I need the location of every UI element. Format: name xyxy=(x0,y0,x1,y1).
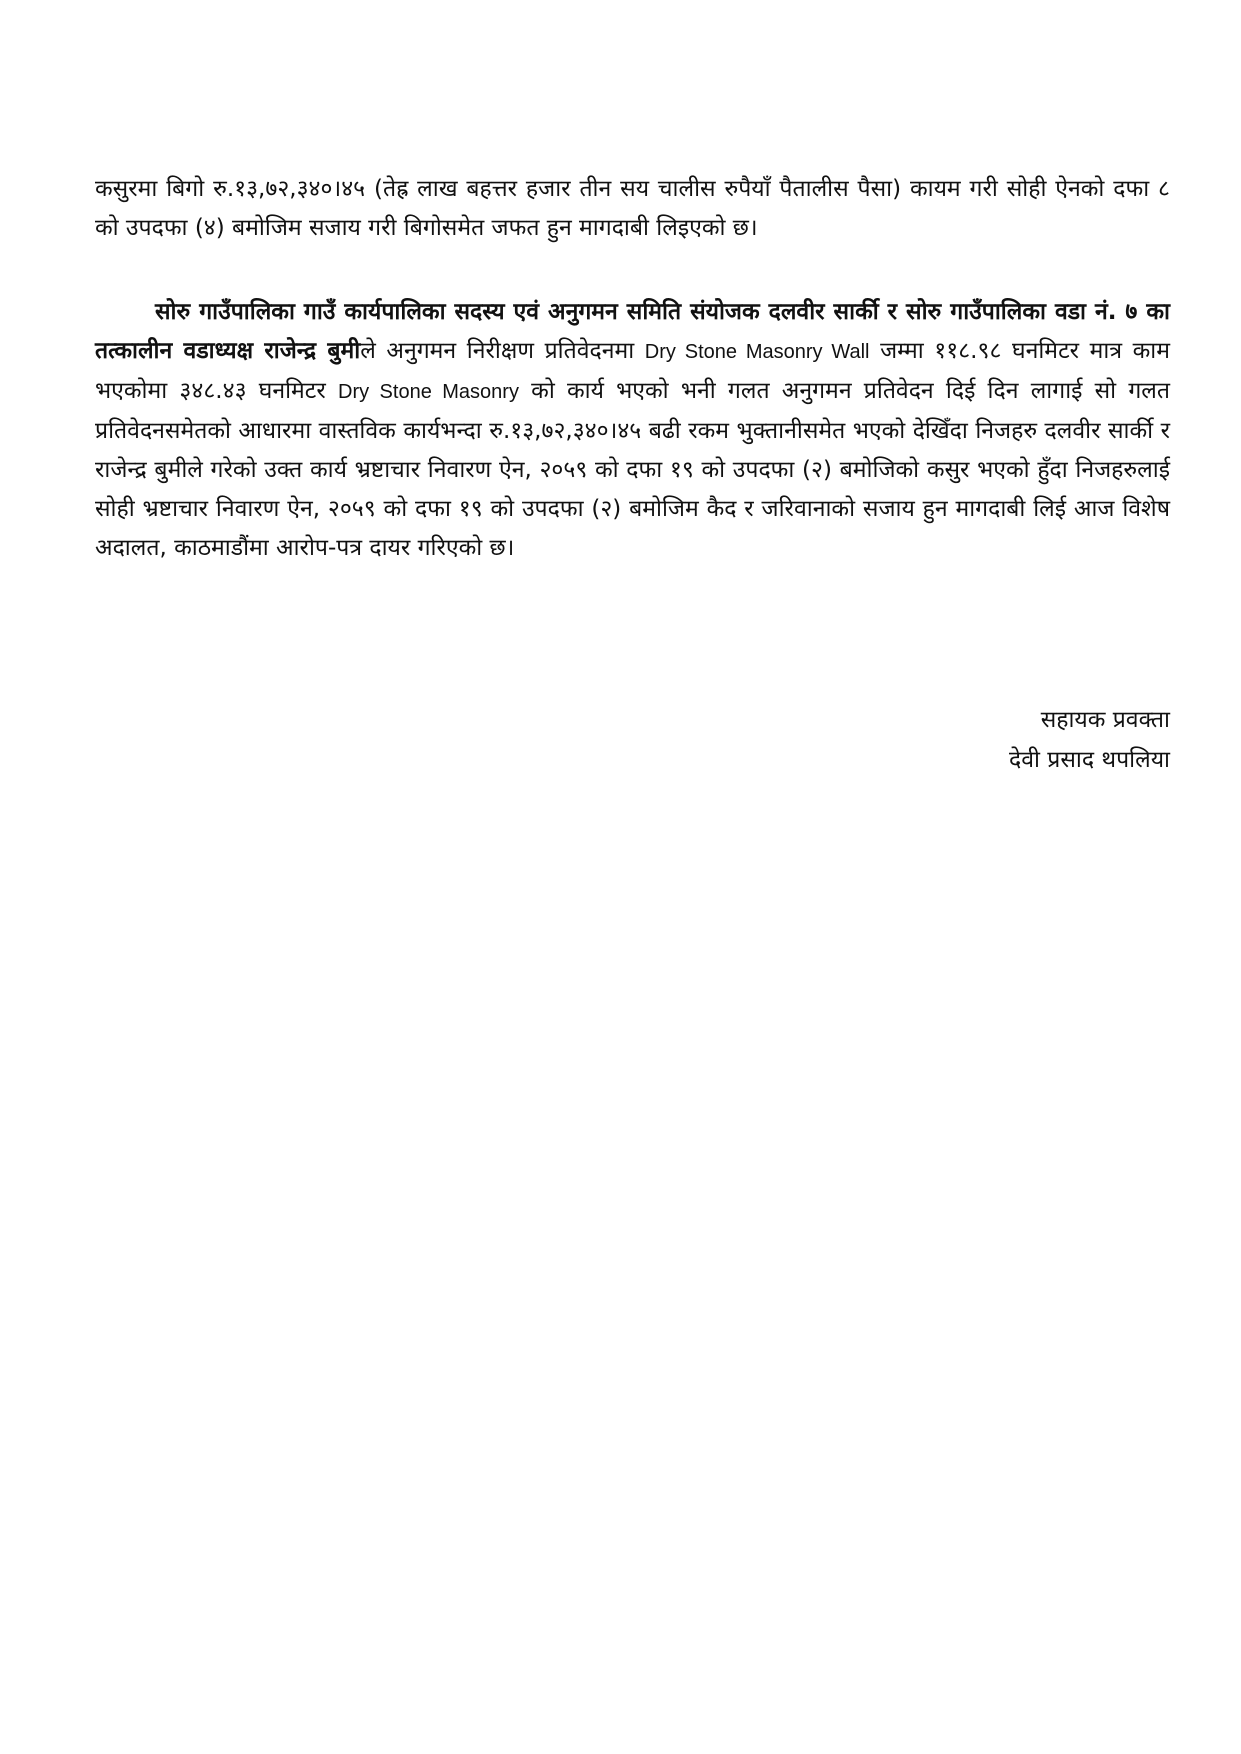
paragraph-2-part-3: को कार्य भएको भनी गलत अनुगमन प्रतिवेदन दिई दिन लागाई सो गलत प्रतिवेदनसमेतको आधारमा वास्तविक कार्यभन्दा रु.१३,७२,३४०।४५ बढी रकम भुक्तानीसमेत भएको देखिँदा निजहरु दलवीर सार्की र राजेन्द्र बुमीले गरेको उक्त कार्य भ्रष्टाचार निवारण ऐन, २०५९ को दफा १९ को उपदफा (२) बमोजिको कसुर भएको हुँदा निजहरुलाई सोही भ्रष्टाचार निवारण ऐन, २०५९ को दफा १९ को उपदफा (२) बमोजिम कैद र जरिवानाको सजाय हुन मागदाबी लिई आज विशेष अदालत, काठमाडौंमा आरोप-पत्र दायर गरिएको छ। xyxy=(95,378,1170,561)
paragraph-2-part-1: ले अनुगमन निरीक्षण प्रतिवेदनमा xyxy=(360,338,645,364)
paragraph-2-term-2: Dry Stone Masonry xyxy=(338,381,519,403)
signature-title: सहायक प्रवक्ता xyxy=(1040,707,1170,733)
signature-name: देवी प्रसाद थपलिया xyxy=(1009,747,1170,773)
paragraph-2-part-2: जम्मा ११८.९८ घनमिटर मात्र काम भएकोमा ३४८.४३ घनमिटर xyxy=(95,338,1171,404)
paragraph-2-bold-lead: सोरु गाउँपालिका गाउँ कार्यपालिका सदस्य एवं अनुगमन समिति संयोजक दलवीर सार्की र सोरु गाउँपालिका वडा नं. ७ का तत्कालीन वडाध्यक्ष राजेन्द्र बुमी xyxy=(95,299,1170,364)
paragraph-1 xyxy=(95,170,1170,248)
paragraph-2 xyxy=(95,293,1170,568)
document-body xyxy=(95,170,1170,568)
paragraph-2-term-1: Dry Stone Masonry Wall xyxy=(644,341,870,363)
signature-block xyxy=(1009,700,1170,780)
paragraph-1-text: कसुरमा बिगो रु.१३,७२,३४०।४५ (तेह्र लाख बहत्तर हजार तीन सय चालीस रुपैयाँ पैतालीस पैसा) कायम गरी सोही ऐनको दफा ८ को उपदफा (४) बमोजिम सजाय गरी बिगोसमेत जफत हुन मागदाबी लिइएको छ। xyxy=(95,176,1170,241)
